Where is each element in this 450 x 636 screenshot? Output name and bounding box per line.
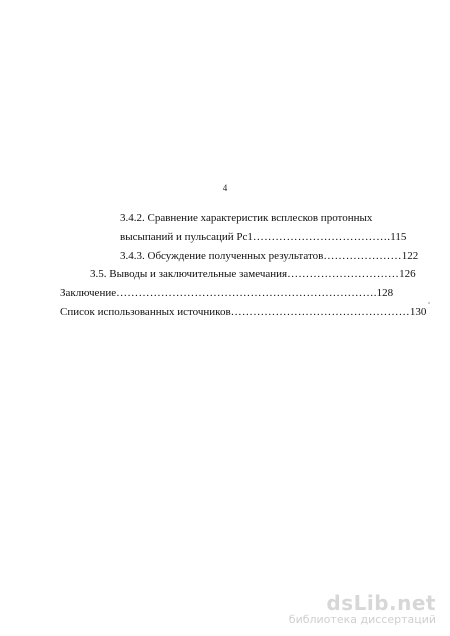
watermark-brand: dsLib.net xyxy=(326,591,436,615)
toc-page-number: 122 xyxy=(401,250,419,262)
toc-line xyxy=(60,287,393,300)
toc-leader-dots: ………………………… xyxy=(287,268,400,280)
toc-entry-text: 3.5. Выводы и заключительные замечания xyxy=(90,268,288,280)
toc-line xyxy=(120,250,418,263)
toc-entry-text: 3.4.3. Обсуждение полученных результатов xyxy=(120,250,324,262)
toc-line xyxy=(120,231,406,244)
toc-page-number: 115 xyxy=(390,231,407,243)
watermark-subtitle: библиотека диссертаций xyxy=(288,613,436,626)
toc-leader-dots: ………………… xyxy=(323,250,402,262)
page-number: 4 xyxy=(222,183,228,193)
toc-line xyxy=(60,306,426,319)
toc-line xyxy=(90,268,416,281)
toc-page-number: 126 xyxy=(399,268,416,280)
toc-page-number: 130 xyxy=(409,306,427,318)
toc-entry-text: Список использованных источников xyxy=(60,306,231,318)
toc-entry-text: высыпаний и пульсаций Pc1 xyxy=(120,231,253,243)
toc-leader-dots: ………………………………………… xyxy=(230,306,410,318)
toc-entry-text: Заключение xyxy=(60,287,117,299)
toc-line xyxy=(120,212,372,225)
watermark xyxy=(289,591,436,626)
toc-entry-text: 3.4.2. Сравнение характеристик всплесков протонных xyxy=(120,212,373,224)
toc-page-number: 128 xyxy=(376,287,394,299)
toc-leader-dots: ……………………………………………………………. xyxy=(116,287,377,299)
toc-leader-dots: ………………………………. xyxy=(252,231,391,243)
faint-mark xyxy=(428,302,430,304)
